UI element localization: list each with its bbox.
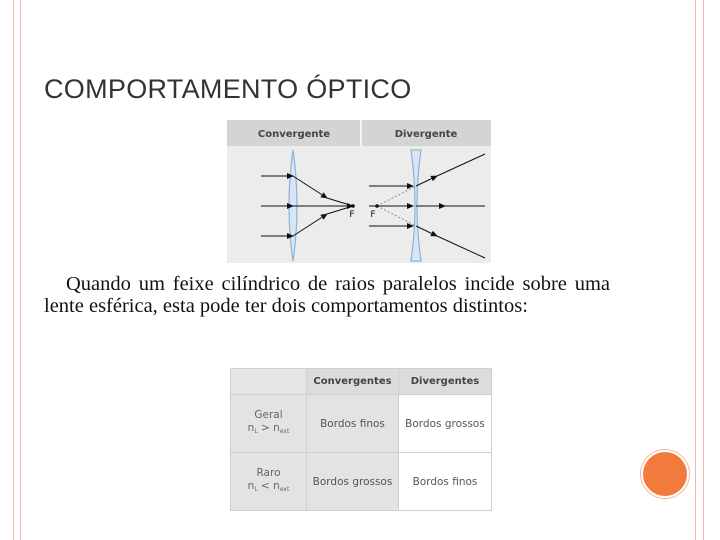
lens-diagram-svg <box>227 120 491 263</box>
row-label: Raro <box>256 467 281 479</box>
table-cell: Bordos grossos <box>399 395 492 453</box>
comparison-table <box>230 368 492 511</box>
divergent-focal-label: F <box>370 210 376 220</box>
row-header-raro <box>231 453 307 511</box>
condition-n: n <box>247 480 255 492</box>
convergent-rays <box>261 176 353 236</box>
row-header-geral <box>231 395 307 453</box>
lens-header-divergent: Divergente <box>394 129 458 140</box>
table-header-blank <box>231 369 307 395</box>
table-row <box>231 395 492 453</box>
condition-n: n <box>247 422 255 434</box>
convergent-focal-label: F <box>349 210 355 220</box>
condition-op: > n <box>257 422 280 434</box>
frame-line-right-inner <box>695 0 696 540</box>
condition-sub-ext: ext <box>279 428 290 435</box>
condition-op: < n <box>257 480 280 492</box>
table-cell: Bordos finos <box>399 453 492 511</box>
table-cell: Bordos finos <box>307 395 399 453</box>
body-paragraph <box>44 273 610 317</box>
convergent-focal-point <box>351 204 355 208</box>
decorative-orange-circle <box>641 450 689 498</box>
table-header-divergentes: Divergentes <box>399 369 492 395</box>
table-row <box>231 453 492 511</box>
divergent-focal-point <box>375 204 379 208</box>
lens-header-convergent: Convergente <box>257 129 331 140</box>
table-cell: Bordos grossos <box>307 453 399 511</box>
frame-line-left-outer <box>13 0 14 540</box>
divergent-rays <box>369 154 485 258</box>
condition-sub-l: L <box>254 486 258 493</box>
condition-sub-l: L <box>254 428 258 435</box>
lens-diagram <box>227 120 491 263</box>
frame-line-left-inner <box>20 0 21 540</box>
paragraph-text: Quando um feixe cilíndrico de raios paralelos incide sobre uma lente esférica, esta pode ter dois comportamentos distintos: <box>44 273 610 317</box>
table-header-convergentes: Convergentes <box>307 369 399 395</box>
row-label: Geral <box>254 409 283 421</box>
table-header-row <box>231 369 492 395</box>
row-condition <box>231 480 306 496</box>
condition-sub-ext: ext <box>279 486 290 493</box>
slide-title: COMPORTAMENTO ÓPTICO <box>44 74 412 104</box>
frame-line-right-outer <box>703 0 704 540</box>
row-condition <box>231 422 306 438</box>
